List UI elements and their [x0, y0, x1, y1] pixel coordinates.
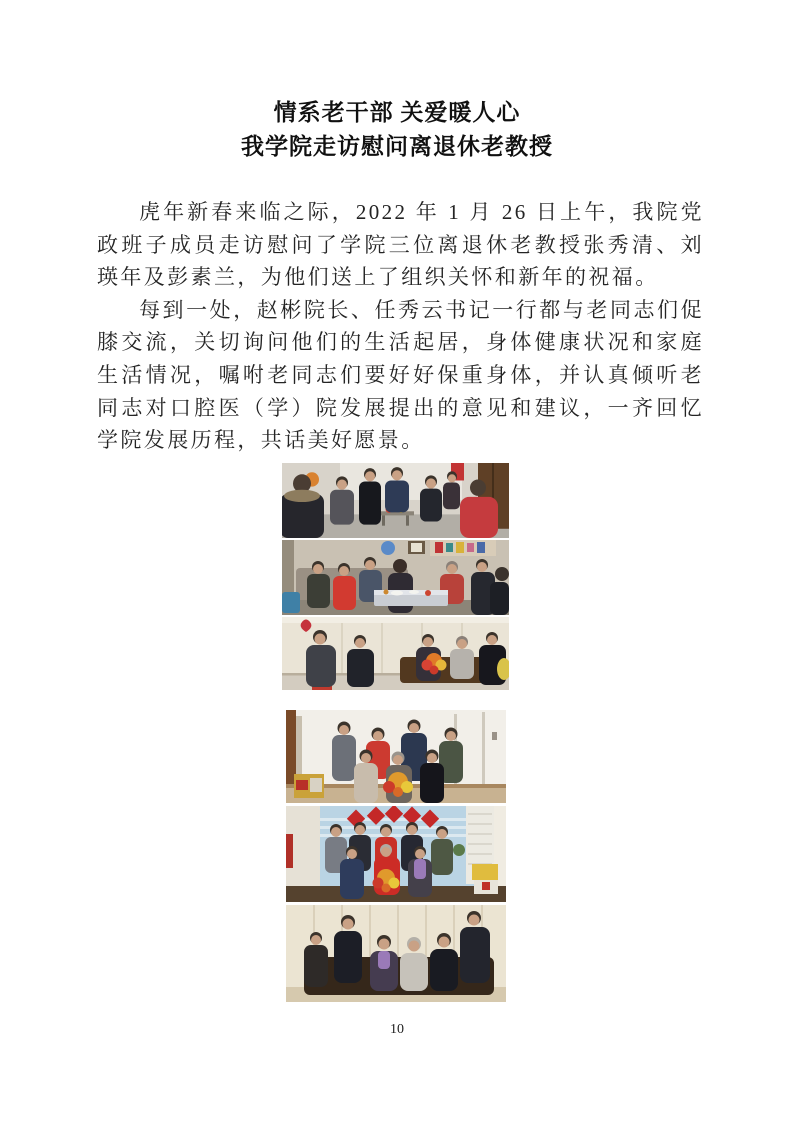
photo-collage-visits — [282, 463, 509, 690]
visit-photo-1 — [282, 463, 509, 538]
visit-photo-3 — [282, 617, 509, 690]
photo-collage-groups — [286, 710, 506, 1002]
paragraph-2: 每到一处，赵彬院长、任秀云书记一行都与老同志们促膝交流，关切询问他们的生活起居，身体健康状况和家庭生活情况，嘱咐老同志们要好好保重身体，并认真倾听老同志对口腔医（学）院发展提出的意见和建议，一齐回忆学院发展历程，共话美好愿景。 — [97, 297, 704, 453]
paragraph-1: 虎年新春来临之际，2022 年 1 月 26 日上午，我院党政班子成员走访慰问了学院三位离退休老教授张秀清、刘瑛年及彭素兰，为他们送上了组织关怀和新年的祝福。 — [97, 200, 704, 290]
title-line-2: 我学院走访慰问离退休老教授 — [241, 134, 553, 159]
group-photo-1 — [286, 710, 506, 803]
page-number: 10 — [390, 1022, 404, 1037]
title-line-1: 情系老干部 关爱暖人心 — [273, 100, 521, 125]
group-photo-3 — [286, 905, 506, 1002]
visit-photo-2 — [282, 540, 509, 615]
article-body — [97, 196, 704, 457]
page-title — [0, 96, 794, 164]
group-photo-2 — [286, 806, 506, 902]
